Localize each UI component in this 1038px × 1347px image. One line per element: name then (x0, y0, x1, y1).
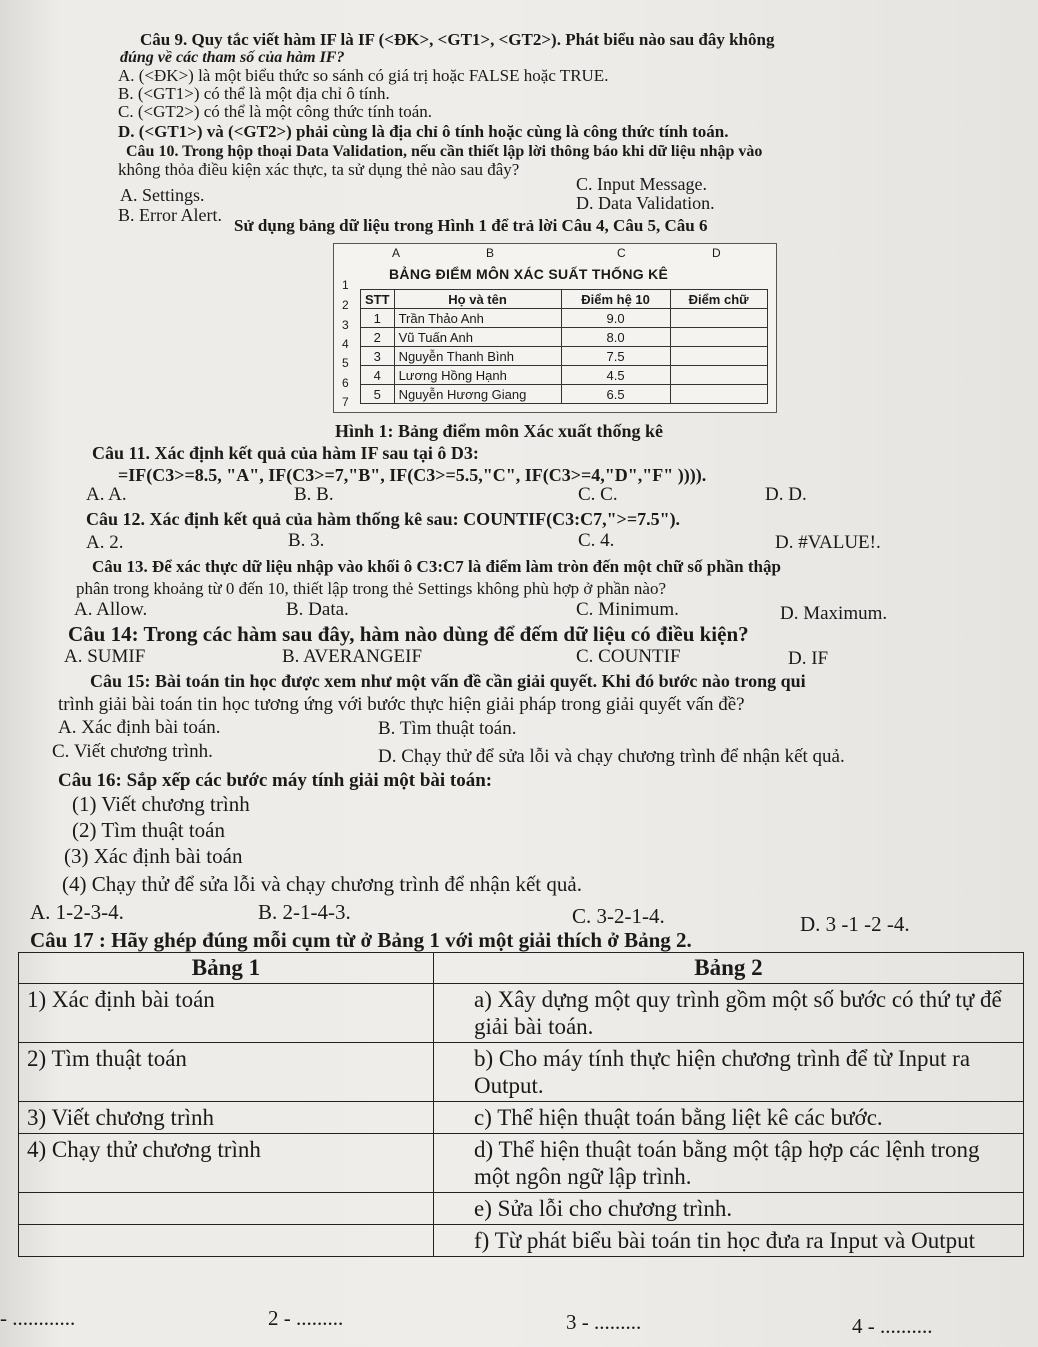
table1-item: 2) Tìm thuật toán (19, 1043, 434, 1102)
row-number: 1 (342, 278, 349, 292)
table-row (19, 984, 1024, 1043)
cell-stt: 5 (361, 385, 395, 404)
q11-stem: Câu 11. Xác định kết quả của hàm IF sau tại ô D3: (92, 443, 479, 463)
q12-option-d: D. #VALUE!. (775, 532, 881, 553)
q10-option-b: B. Error Alert. (118, 205, 222, 225)
col-header-d: D (712, 246, 721, 260)
q9-stem-cont: đúng về các tham số của hàm IF? (120, 49, 345, 66)
table-row (19, 1102, 1024, 1134)
table-row (361, 328, 768, 347)
table1-empty-cell (19, 1225, 434, 1257)
matching-header-row (19, 953, 1024, 984)
row-number: 3 (342, 318, 349, 332)
q10-option-d: D. Data Validation. (576, 193, 715, 213)
cell-name: Nguyễn Hương Giang (394, 385, 561, 404)
q10-stem-cont: không thỏa điều kiện xác thực, ta sử dụng thẻ nào sau đây? (118, 160, 520, 179)
cell-letter (670, 366, 767, 385)
q12-stem: Câu 12. Xác định kết quả của hàm thống kê sau: COUNTIF(C3:C7,">=7.5"). (86, 509, 681, 529)
q13-option-c: C. Minimum. (576, 599, 679, 620)
cell-score: 4.5 (561, 366, 670, 385)
row-number: 5 (342, 356, 349, 370)
row-number: 6 (342, 376, 349, 390)
q13-stem-cont: phân trong khoảng từ 0 đến 10, thiết lập trong thẻ Settings không phù hợp ở phần nào? (76, 579, 666, 598)
row-number: 2 (342, 298, 349, 312)
cell-letter (670, 309, 767, 328)
cell-score: 8.0 (561, 328, 670, 347)
table-row (19, 1193, 1024, 1225)
q15-stem-cont: trình giải bài toán tin học tương ứng với bước thực hiện giải pháp trong giải quyết vấn đề? (58, 694, 745, 715)
row-number: 7 (342, 395, 349, 409)
q10-option-c: C. Input Message. (576, 174, 707, 194)
q11-option-a: A. A. (86, 484, 127, 505)
score-table (360, 289, 768, 404)
table-row (361, 347, 768, 366)
q16-step: (3) Xác định bài toán (64, 844, 243, 868)
table1-empty-cell (19, 1193, 434, 1225)
q11-option-b: B. B. (294, 484, 334, 505)
figure-caption: Hình 1: Bảng điểm môn Xác xuất thống kê (335, 421, 664, 441)
answer-blank-2[interactable]: 2 - ......... (268, 1306, 344, 1330)
q12-option-a: A. 2. (86, 532, 124, 553)
q13-stem: Câu 13. Để xác thực dữ liệu nhập vào khối ô C3:C7 là điểm làm tròn đến một chữ số phần thập (92, 557, 781, 576)
q9-option-a: A. (<ĐK>) là một biểu thức so sánh có giá trị hoặc FALSE hoặc TRUE. (118, 66, 609, 85)
col-header-a: A (392, 246, 401, 260)
table-row (361, 309, 768, 328)
table1-item: 4) Chạy thử chương trình (19, 1134, 434, 1193)
table1-header: Bảng 1 (19, 953, 434, 984)
q17-stem: Câu 17 : Hãy ghép đúng mỗi cụm từ ở Bảng 1 với một giải thích ở Bảng 2. (30, 928, 692, 952)
q14-option-b: B. AVERANGEIF (282, 646, 423, 667)
table-row (361, 385, 768, 404)
table2-item: c) Thể hiện thuật toán bằng liệt kê các bước. (434, 1102, 1024, 1134)
cell-score: 9.0 (561, 309, 670, 328)
q11-option-c: C. C. (578, 484, 618, 505)
q9-option-c: C. (<GT2>) có thể là một công thức tính toán. (118, 102, 433, 121)
cell-score: 6.5 (561, 385, 670, 404)
cell-letter (670, 385, 767, 404)
table-header-row (361, 290, 768, 309)
q15-option-c: C. Viết chương trình. (52, 741, 213, 762)
q10-option-a: A. Settings. (120, 185, 205, 205)
q15-option-b: B. Tìm thuật toán. (378, 718, 517, 739)
cell-name: Lương Hồng Hạnh (394, 366, 561, 385)
row-number: 4 (342, 337, 349, 351)
col-header-b: B (486, 246, 495, 260)
figure-title: BẢNG ĐIỂM MÔN XÁC SUẤT THỐNG KÊ (389, 266, 669, 282)
header-score10: Điểm hệ 10 (561, 290, 670, 309)
matching-table (18, 952, 1024, 1257)
q16-step: (1) Viết chương trình (72, 792, 250, 816)
cell-stt: 3 (361, 347, 395, 366)
header-letter: Điểm chữ (670, 290, 767, 309)
q16-option-c: C. 3-2-1-4. (572, 904, 665, 928)
q10-stem: Câu 10. Trong hộp thoại Data Validation, nếu cần thiết lập lời thông báo khi dữ liệu nhập vào (126, 143, 763, 160)
cell-letter (670, 347, 767, 366)
q16-step: (2) Tìm thuật toán (72, 818, 225, 842)
header-name: Họ và tên (394, 290, 561, 309)
table2-item: e) Sửa lỗi cho chương trình. (434, 1193, 1024, 1225)
q14-stem: Câu 14: Trong các hàm sau đây, hàm nào dùng để đếm dữ liệu có điều kiện? (68, 622, 749, 646)
q12-option-b: B. 3. (288, 530, 325, 551)
header-stt: STT (361, 290, 395, 309)
cell-score: 7.5 (561, 347, 670, 366)
answer-blank-4[interactable]: 4 - .......... (852, 1314, 933, 1338)
table2-item: a) Xây dựng một quy trình gồm một số bước có thứ tự để giải bài toán. (434, 984, 1024, 1043)
q16-option-b: B. 2-1-4-3. (258, 900, 351, 924)
q14-option-a: A. SUMIF (64, 646, 146, 667)
table-row (361, 366, 768, 385)
cell-stt: 2 (361, 328, 395, 347)
q13-option-b: B. Data. (286, 599, 349, 620)
q12-option-c: C. 4. (578, 530, 615, 551)
q16-option-a: A. 1-2-3-4. (30, 900, 124, 924)
table-row (19, 1043, 1024, 1102)
cell-stt: 1 (361, 309, 395, 328)
q11-formula: =IF(C3>=8.5, "A", IF(C3>=7,"B", IF(C3>=5.5,"C", IF(C3>=4,"D","F" )))). (118, 465, 707, 485)
q9-option-d: D. (<GT1>) và (<GT2>) phải cùng là địa chỉ ô tính hoặc cùng là công thức tính toán. (118, 122, 729, 141)
q14-option-d: D. IF (788, 648, 829, 669)
cell-stt: 4 (361, 366, 395, 385)
table2-item: f) Từ phát biểu bài toán tin học đưa ra Input và Output (434, 1225, 1024, 1257)
answer-blank-3[interactable]: 3 - ......... (566, 1310, 642, 1334)
cell-name: Trần Thảo Anh (394, 309, 561, 328)
q15-option-a: A. Xác định bài toán. (58, 717, 221, 738)
q15-stem: Câu 15: Bài toán tin học được xem như một vấn đề cần giải quyết. Khi đó bước nào trong qui (90, 671, 806, 691)
q16-stem: Câu 16: Sắp xếp các bước máy tính giải một bài toán: (58, 770, 493, 791)
q14-option-c: C. COUNTIF (576, 646, 681, 667)
cell-name: Vũ Tuấn Anh (394, 328, 561, 347)
cell-name: Nguyễn Thanh Bình (394, 347, 561, 366)
spreadsheet-figure (333, 243, 777, 413)
answer-blank-1[interactable]: - ............ (0, 1306, 76, 1330)
q11-option-d: D. D. (765, 484, 807, 505)
table-row (19, 1225, 1024, 1257)
table2-item: d) Thể hiện thuật toán bằng một tập hợp các lệnh trong một ngôn ngữ lập trình. (434, 1134, 1024, 1193)
q9-option-b: B. (<GT1>) có thể là một địa chỉ ô tính. (118, 84, 390, 103)
q16-option-d: D. 3 -1 -2 -4. (800, 912, 910, 936)
q13-option-d: D. Maximum. (780, 603, 888, 624)
table-row (19, 1134, 1024, 1193)
q15-option-d: D. Chạy thử để sửa lỗi và chạy chương trình để nhận kết quả. (378, 746, 845, 767)
table1-item: 3) Viết chương trình (19, 1102, 434, 1134)
table1-item: 1) Xác định bài toán (19, 984, 434, 1043)
table2-item: b) Cho máy tính thực hiện chương trình để từ Input ra Output. (434, 1043, 1024, 1102)
q9-stem: Câu 9. Quy tắc viết hàm IF là IF (<ĐK>, <GT1>, <GT2>). Phát biểu nào sau đây không (140, 30, 775, 49)
figure-instruction: Sử dụng bảng dữ liệu trong Hình 1 để trả lời Câu 4, Câu 5, Câu 6 (234, 216, 708, 235)
cell-letter (670, 328, 767, 347)
table2-header: Bảng 2 (434, 953, 1024, 984)
q16-step: (4) Chạy thử để sửa lỗi và chạy chương trình để nhận kết quả. (62, 872, 582, 896)
q13-option-a: A. Allow. (74, 599, 148, 620)
col-header-c: C (617, 246, 626, 260)
